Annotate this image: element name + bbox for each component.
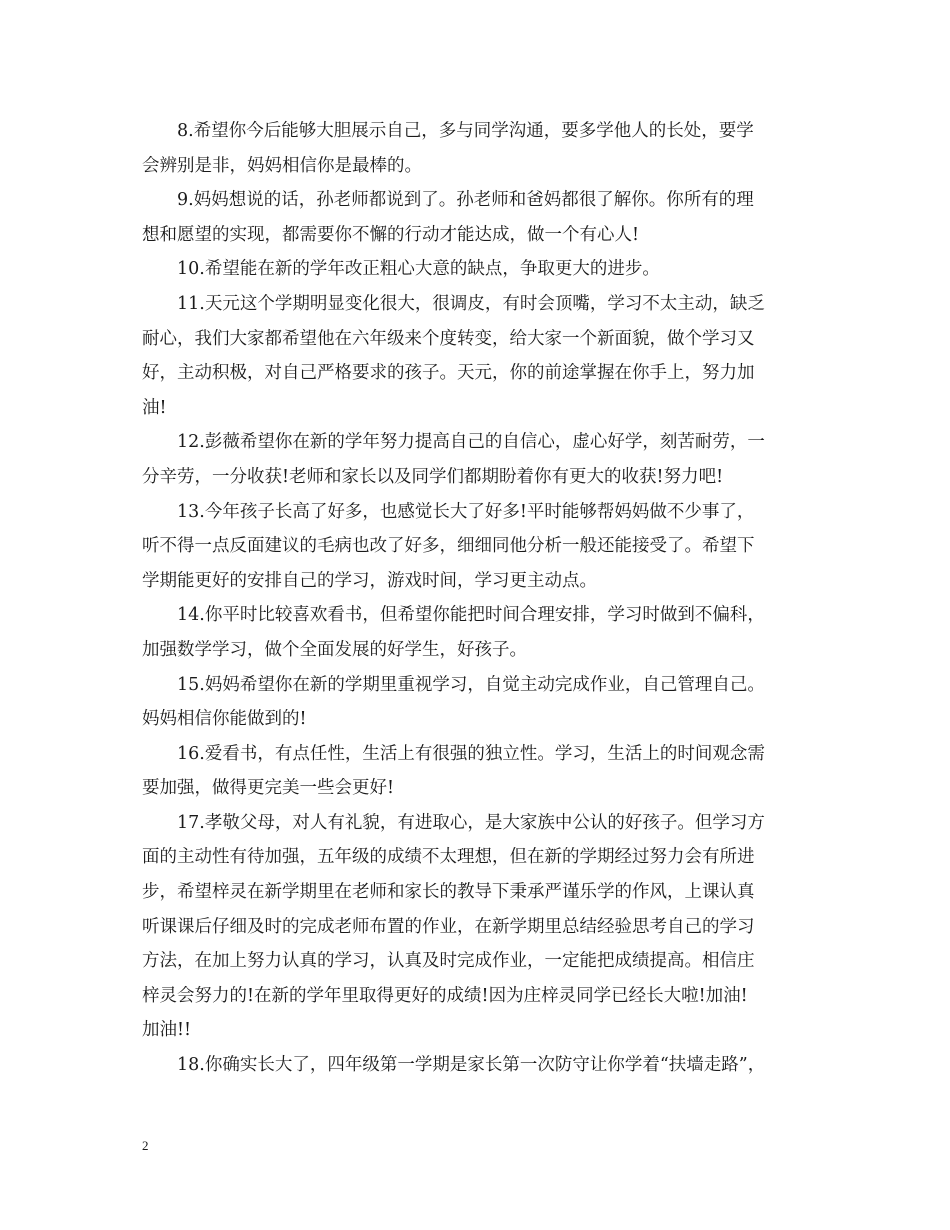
text-line: 13.今年孩子长高了好多，也感觉长大了好多!平时能够帮妈妈做不少事了， bbox=[177, 501, 755, 522]
text-line: 听不得一点反面建议的毛病也改了好多，细细同他分析一般还能接受了。希望下 bbox=[142, 536, 755, 557]
text-line: 妈妈相信你能做到的! bbox=[142, 709, 307, 730]
text-line: 学期能更好的安排自己的学习，游戏时间，学习更主动点。 bbox=[142, 570, 597, 591]
text-line: 加油!! bbox=[142, 1020, 192, 1041]
text-line: 11.天元这个学期明显变化很大，很调皮，有时会顶嘴，学习不太主动，缺乏 bbox=[177, 293, 765, 314]
text-line: 方法，在加上努力认真的学习，认真及时完成作业，一定能把成绩提高。相信庄 bbox=[142, 951, 755, 972]
text-line: 15.妈妈希望你在新的学期里重视学习，自觉主动完成作业，自己管理自己。 bbox=[177, 674, 765, 695]
page-number: 2 bbox=[142, 1138, 149, 1153]
text-line: 听课课后仔细及时的完成老师布置的作业，在新学期里总结经验思考自己的学习 bbox=[142, 916, 755, 937]
text-line: 加强数学学习，做个全面发展的好学生，好孩子。 bbox=[142, 639, 527, 660]
text-line: 梓灵会努力的!在新的学年里取得更好的成绩!因为庄梓灵同学已经长大啦!加油! bbox=[142, 985, 748, 1006]
text-line: 18.你确实长大了，四年级第一学期是家长第一次防守让你学着“扶墙走路”， bbox=[177, 1055, 766, 1076]
text-line: 要加强，做得更完美一些会更好! bbox=[142, 778, 395, 799]
text-line: 分辛劳，一分收获!老师和家长以及同学们都期盼着你有更大的收获!努力吧! bbox=[142, 466, 724, 487]
text-line: 油! bbox=[142, 397, 167, 418]
text-line: 12.彭薇希望你在新的学年努力提高自己的自信心，虚心好学，刻苦耐劳，一 bbox=[177, 432, 765, 453]
text-line: 17.孝敬父母，对人有礼貌，有进取心，是大家族中公认的好孩子。但学习方 bbox=[177, 812, 765, 833]
text-line: 好，主动积极，对自己严格要求的孩子。天元，你的前途掌握在你手上，努力加 bbox=[142, 363, 755, 384]
text-line: 面的主动性有待加强，五年级的成绩不太理想，但在新的学期经过努力会有所进 bbox=[142, 847, 755, 868]
text-line: 8.希望你今后能够大胆展示自己，多与同学沟通，要多学他人的长处，要学 bbox=[177, 121, 754, 141]
text-line: 耐心，我们大家都希望他在六年级来个度转变，给大家一个新面貌，做个学习又 bbox=[142, 328, 755, 349]
text-line: 步，希望梓灵在新学期里在老师和家长的教导下秉承严谨乐学的作风，上课认真 bbox=[142, 882, 755, 903]
document-body bbox=[142, 114, 812, 1083]
text-line: 想和愿望的实现，都需要你不懈的行动才能达成，做一个有心人! bbox=[142, 224, 640, 245]
text-line: 9.妈妈想说的话，孙老师都说到了。孙老师和爸妈都很了解你。你所有的理 bbox=[177, 190, 754, 211]
text-line: 14.你平时比较喜欢看书，但希望你能把时间合理安排，学习时做到不偏科， bbox=[177, 605, 765, 626]
text-line: 16.爱看书，有点任性，生活上有很强的独立性。学习，生活上的时间观念需 bbox=[177, 743, 765, 764]
text-line: 会辨别是非，妈妈相信你是最棒的。 bbox=[142, 155, 422, 176]
text-line: 10.希望能在新的学年改正粗心大意的缺点，争取更大的进步。 bbox=[177, 259, 660, 280]
